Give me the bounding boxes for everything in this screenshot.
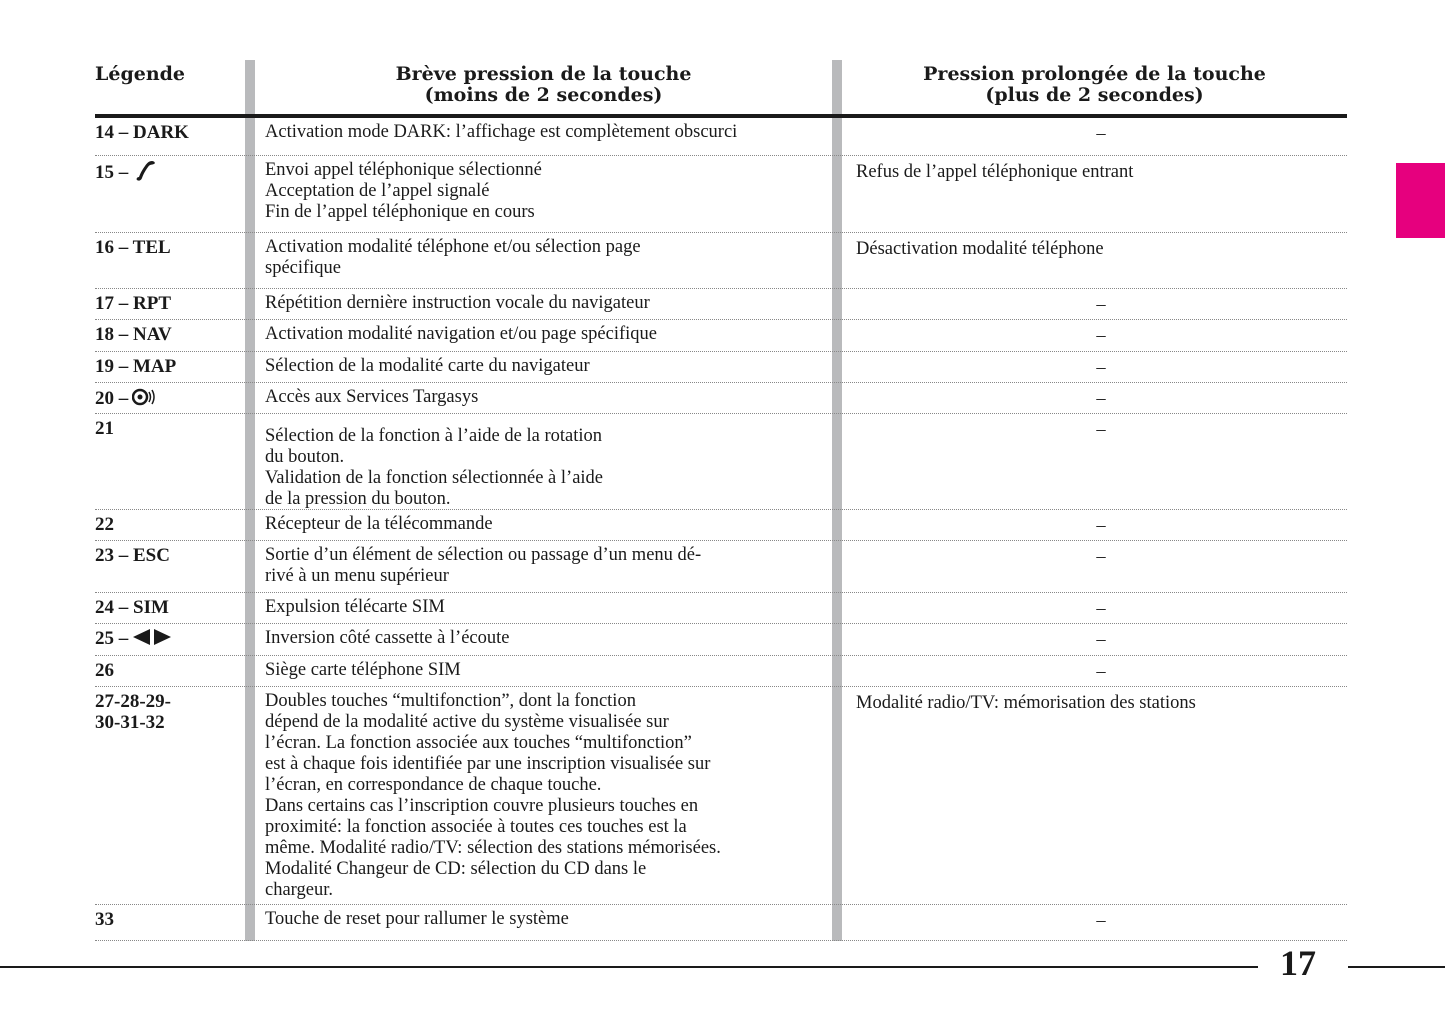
header-short-press-line1: Brève pression de la touche (395, 63, 692, 85)
row-long-press: Refus de l’appel téléphonique entrant (856, 162, 1134, 182)
table-row (95, 414, 1347, 510)
row-long-press: – (1096, 547, 1106, 567)
table-row (95, 687, 1347, 905)
row-key (95, 387, 245, 412)
header-long-press-line1: Pression prolongée de la touche (923, 63, 1266, 85)
row-long-press: – (1096, 295, 1106, 315)
row-long-press: – (1096, 358, 1106, 378)
row-key (95, 691, 245, 733)
cassette-side-icon (132, 628, 172, 651)
row-short-press: Sélection de la fonction à l’aide de la rotation du bouton. Validation de la fonction sélectionnée à l’aide de la pression du bouton. (265, 426, 604, 509)
row-short-press: Envoi appel téléphonique sélectionné Acceptation de l’appel signalé Fin de l’appel téléphonique en cours (265, 160, 542, 222)
row-key-label: 18 – NAV (95, 324, 172, 345)
row-key-label: 26 (95, 660, 114, 681)
row-key (95, 418, 245, 439)
row-key (95, 160, 245, 187)
table-row (95, 656, 1347, 687)
table-row (95, 289, 1347, 320)
table-row (95, 352, 1347, 383)
row-short-press: Touche de reset pour rallumer le système (265, 909, 569, 929)
table-row (95, 624, 1347, 656)
row-key (95, 122, 245, 143)
row-long-press: – (1096, 420, 1106, 440)
row-short-press: Accès aux Services Targasys (265, 387, 479, 407)
page-number: 17 (1280, 943, 1316, 983)
header-long-press-line2: (plus de 2 secondes) (985, 84, 1204, 106)
row-long-press: – (1096, 599, 1106, 619)
row-key-label: 16 – TEL (95, 237, 171, 258)
row-long-press: – (1096, 389, 1106, 409)
row-short-press: Récepteur de la télécommande (265, 514, 493, 534)
row-key-label: 15 – (95, 161, 129, 183)
row-key-label: 25 – (95, 628, 129, 649)
table-row (95, 233, 1347, 289)
targasys-icon (132, 387, 156, 412)
row-key (95, 514, 245, 535)
row-key (95, 545, 245, 566)
row-long-press: – (1096, 326, 1106, 346)
row-key (95, 324, 245, 345)
row-key-label: 24 – SIM (95, 597, 169, 618)
row-key-label: 20 – (95, 387, 129, 409)
row-long-press: – (1096, 516, 1106, 536)
row-short-press: Activation modalité navigation et/ou page spécifique (265, 324, 657, 344)
row-long-press: Modalité radio/TV: mémorisation des stations (856, 693, 1196, 713)
table-row (95, 118, 1347, 156)
row-key-label: 14 – DARK (95, 122, 189, 143)
row-key-label: 27-28-29- 30-31-32 (95, 691, 171, 733)
header-short-press-line2: (moins de 2 secondes) (424, 84, 663, 106)
row-short-press: Expulsion télécarte SIM (265, 597, 445, 617)
table-row (95, 905, 1347, 941)
header-short-press (255, 64, 832, 106)
footer-rule (1348, 966, 1445, 968)
row-long-press: – (1096, 124, 1106, 144)
row-key (95, 628, 245, 651)
row-key (95, 237, 245, 258)
row-key (95, 356, 245, 377)
row-short-press: Activation modalité téléphone et/ou sélection page spécifique (265, 237, 641, 278)
row-key (95, 293, 245, 314)
header-long-press (842, 64, 1347, 106)
row-short-press: Doubles touches “multifonction”, dont la fonction dépend de la modalité active du système visualisée sur l’écran. La fonction associée aux touches “multifonction” est à chaque fois identifiée par une inscription visualisée sur l’écran, en correspondance de chaque touche. Dans certains cas l’inscription couvre plusieurs touches en proximité: la fonction associée à toutes ces touches est la même. Modalité radio/TV: sélection des stations mémorisées. Modalité Changeur de CD: sélection du CD dans le chargeur. (265, 691, 721, 900)
row-short-press: Inversion côté cassette à l’écoute (265, 628, 510, 648)
row-key (95, 597, 245, 618)
row-short-press: Répétition dernière instruction vocale du navigateur (265, 293, 650, 313)
table-row (95, 320, 1347, 352)
row-key (95, 660, 245, 681)
row-key-label: 21 (95, 418, 114, 439)
row-key-label: 23 – ESC (95, 545, 170, 566)
header-legend: Légende (95, 63, 186, 85)
footer-rule (0, 966, 1258, 968)
section-tab (1396, 163, 1445, 238)
row-key (95, 909, 245, 930)
row-short-press: Activation mode DARK: l’affichage est complètement obscurci (265, 122, 738, 142)
row-key-label: 22 (95, 514, 114, 535)
row-long-press: – (1096, 662, 1106, 682)
row-short-press: Sortie d’un élément de sélection ou passage d’un menu dé- rivé à un menu supérieur (265, 545, 702, 586)
row-short-press: Siège carte téléphone SIM (265, 660, 461, 680)
table-row (95, 510, 1347, 541)
row-key-label: 17 – RPT (95, 293, 171, 314)
table-row (95, 593, 1347, 624)
table-row (95, 156, 1347, 233)
row-key-label: 33 (95, 909, 114, 930)
row-long-press: – (1096, 911, 1106, 931)
row-long-press: Désactivation modalité téléphone (856, 239, 1104, 259)
row-key-label: 19 – MAP (95, 356, 177, 377)
legend-table (95, 118, 1347, 941)
row-long-press: – (1096, 630, 1106, 650)
row-short-press: Sélection de la modalité carte du navigateur (265, 356, 590, 376)
table-row (95, 541, 1347, 593)
table-row (95, 383, 1347, 414)
phone-icon (132, 160, 156, 187)
